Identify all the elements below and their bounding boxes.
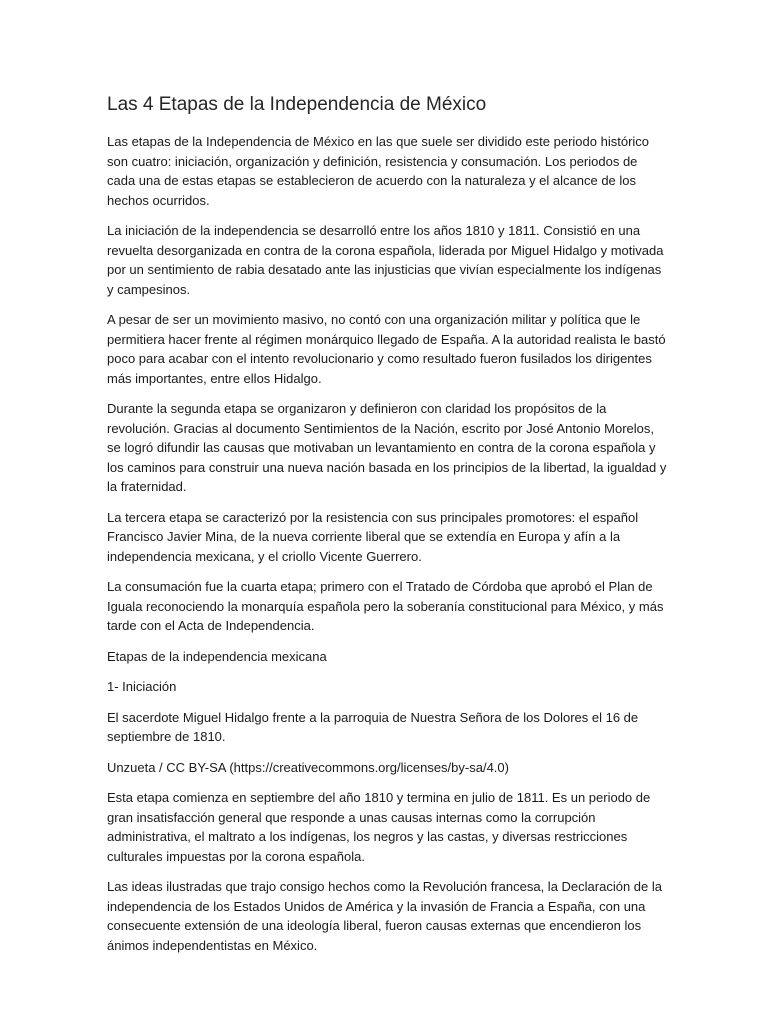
image-caption: El sacerdote Miguel Hidalgo frente a la parroquia de Nuestra Señora de los Dolores el 16 de septiembre de 1810. — [107, 709, 639, 744]
document-body — [107, 92, 667, 966]
paragraph-iniciacion: La iniciación de la independencia se desarrolló entre los años 1810 y 1811. Consistió en una revuelta desorganizada en contra de la corona española, liderada por Miguel Hidalgo y motivada por un sentimiento de rabia desatado ante las injusticias que vivían especialmente los indígenas y campesinos. — [107, 223, 664, 297]
paragraph-intro: Las etapas de la Independencia de México en las que suele ser dividido este periodo histórico son cuatro: iniciación, organización y definición, resistencia y consumación. Los periodos de cada una de estas etapas se establecieron de acuerdo con la naturaleza y el alcance de los hechos ocurridos. — [107, 134, 650, 208]
paragraph-etapa-comienza: Esta etapa comienza en septiembre del año 1810 y termina en julio de 1811. Es un periodo de gran insatisfacción general que responde a unas causas internas como la corrupción administrativa, el maltrato a los indígenas, los negros y las castas, y diversas restricciones culturales impuestas por la corona española. — [107, 790, 651, 864]
section-heading-etapas: Etapas de la independencia mexicana — [107, 648, 327, 664]
paragraph-movimiento-masivo: A pesar de ser un movimiento masivo, no contó con una organización militar y política que le permitiera hacer frente al régimen monárquico llegado de España. A la autoridad realista le bastó poco para acabar con el intento revolucionario y como resultado fueron fusilados los dirigentes más importantes, entre ellos Hidalgo. — [107, 312, 666, 386]
image-credit: Unzueta / CC BY-SA (https://creativecommons.org/licenses/by-sa/4.0) — [107, 759, 509, 775]
paragraph-consumacion: La consumación fue la cuarta etapa; primero con el Tratado de Córdoba que aprobó el Plan de Iguala reconociendo la monarquía española pero la soberanía constitucional para México, y más tarde con el Acta de Independencia. — [107, 579, 664, 633]
paragraph-segunda-etapa: Durante la segunda etapa se organizaron y definieron con claridad los propósitos de la revolución. Gracias al documento Sentimientos de la Nación, escrito por José Antonio Morelos, se logró difundir las causas que motivaban un levantamiento en contra de la corona española y los caminos para construir una nueva nación basada en los principios de la libertad, la igualdad y la fraternidad. — [107, 401, 667, 494]
paragraph-ideas-ilustradas: Las ideas ilustradas que trajo consigo hechos como la Revolución francesa, la Declaración de la independencia de los Estados Unidos de América y la invasión de Francia a España, con una consecuente extensión de una ideología liberal, fueron causas externas que encendieron los ánimos independentistas en México. — [107, 879, 662, 953]
document-title: Las 4 Etapas de la Independencia de México — [107, 94, 487, 115]
paragraph-tercera-etapa: La tercera etapa se caracterizó por la resistencia con sus principales promotores: el español Francisco Javier Mina, de la nueva corriente liberal que se extendía en Europa y afín a la independencia mexicana, y el criollo Vicente Guerrero. — [107, 509, 639, 564]
subheading-iniciacion: 1- Iniciación — [107, 679, 177, 694]
